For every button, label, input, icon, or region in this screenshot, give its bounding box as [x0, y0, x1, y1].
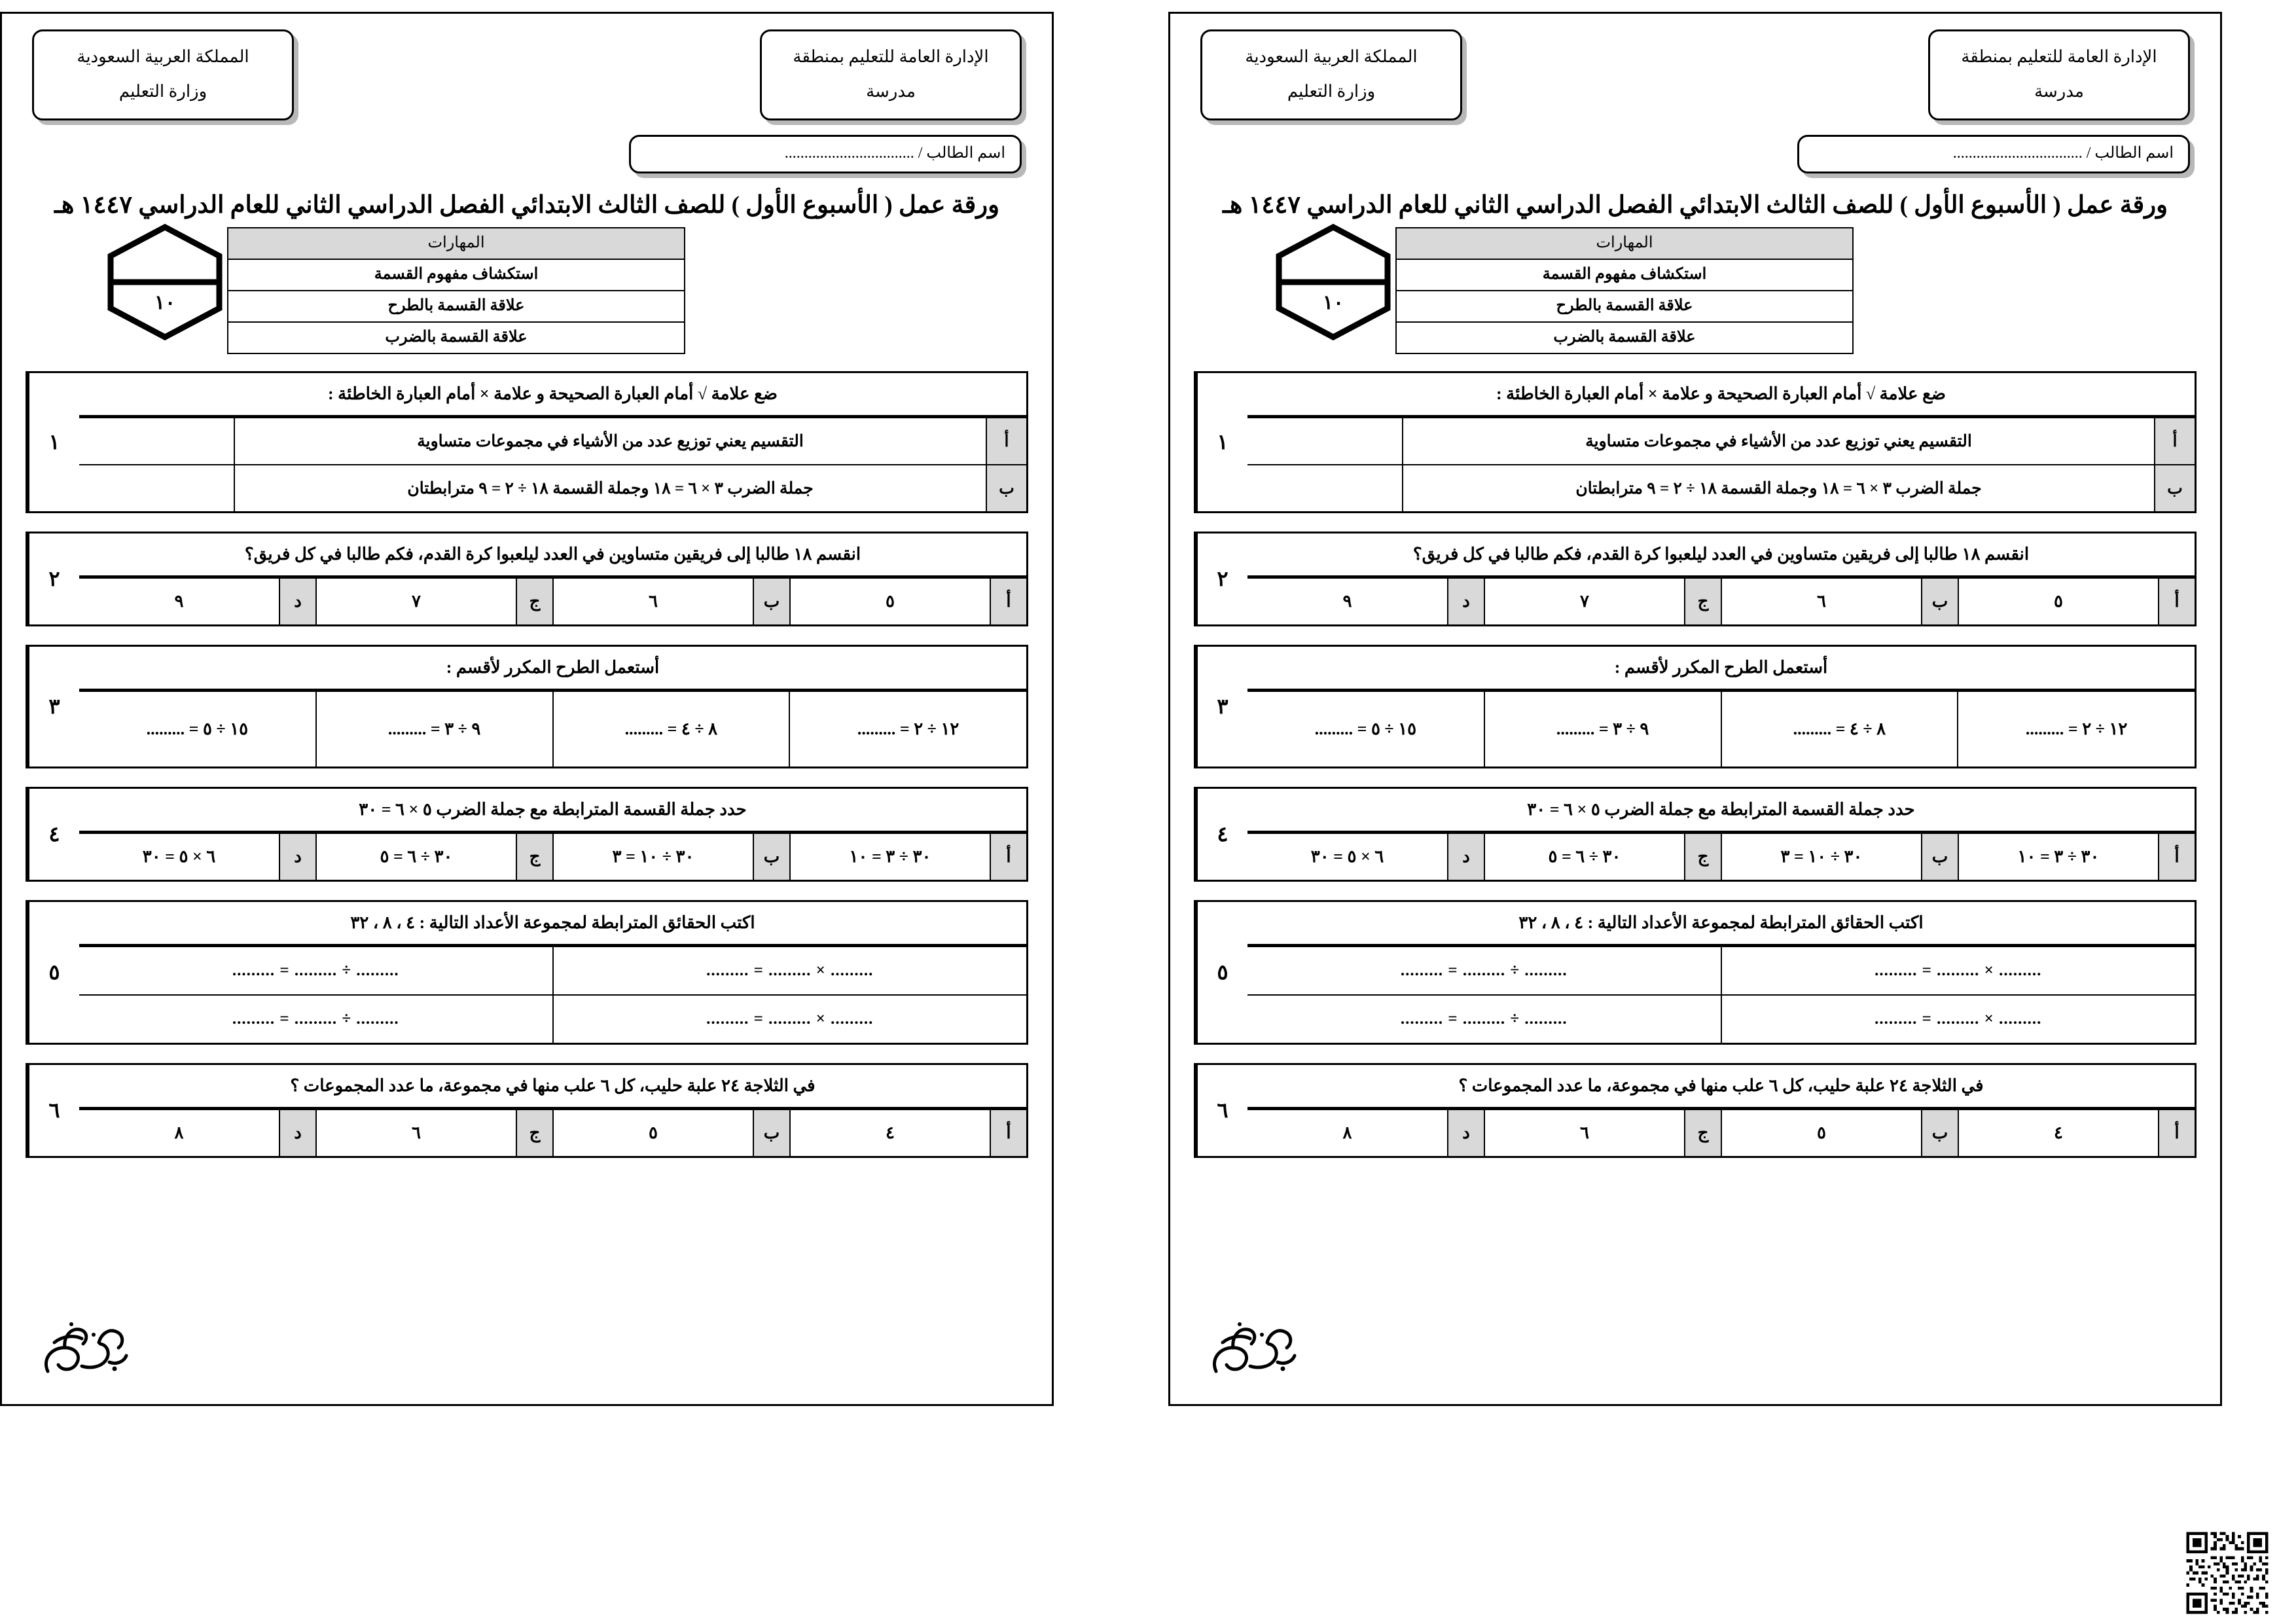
- options-row: [79, 1110, 1026, 1156]
- question-block-٣: [26, 645, 1028, 768]
- option-value-أ[interactable]: ٥: [790, 578, 990, 624]
- header-row: [24, 29, 1030, 120]
- admin-header-line-2: مدرسة: [866, 82, 916, 101]
- fact-cell-2-1[interactable]: ......... × ......... = .........: [553, 995, 1027, 1043]
- option-letter-ب[interactable]: ب: [1922, 1110, 1958, 1156]
- blanks-row: [1247, 691, 2195, 767]
- question-block-٥: [1194, 900, 2197, 1045]
- option-letter-د[interactable]: د: [1448, 1110, 1484, 1156]
- options-table: [1247, 577, 2195, 624]
- fact-cell-1-2[interactable]: ......... ÷ ......... = .........: [1247, 947, 1721, 995]
- option-letter-د[interactable]: د: [279, 833, 316, 880]
- statement-letter: ب: [2155, 465, 2195, 511]
- blank-cell-2[interactable]: ٨ ÷ ٤ = .........: [553, 691, 790, 767]
- question-number: ٢: [1196, 533, 1247, 624]
- option-letter-ب[interactable]: ب: [753, 833, 790, 880]
- kingdom-header-box: [32, 29, 294, 120]
- page-inner: [24, 29, 1030, 1404]
- kingdom-header-line-2: وزارة التعليم: [1287, 82, 1376, 101]
- option-value-ج[interactable]: ٦: [316, 1110, 516, 1156]
- statement-table: [79, 417, 1026, 511]
- skills-table: [227, 227, 685, 354]
- option-letter-ج[interactable]: ج: [516, 1110, 553, 1156]
- skills-row: [228, 322, 685, 353]
- fact-cell-2-2[interactable]: ......... ÷ ......... = .........: [79, 995, 553, 1043]
- option-letter-أ[interactable]: أ: [2159, 1110, 2195, 1156]
- question-block-٢: [1194, 532, 2197, 626]
- admin-header-line-2: مدرسة: [2034, 82, 2084, 101]
- question-number: ١: [1196, 373, 1247, 511]
- question-body: [1247, 789, 2195, 880]
- facts-row: [1247, 947, 2195, 995]
- question-stem: حدد جملة القسمة المترابطة مع جملة الضرب ٥ × ٦ = ٣٠: [1247, 789, 2195, 833]
- option-letter-ج[interactable]: ج: [1685, 1110, 1721, 1156]
- skills-table: [1395, 227, 1854, 354]
- kingdom-header-line-2: وزارة التعليم: [118, 82, 207, 101]
- facts-row: [1247, 995, 2195, 1043]
- statement-row: [1247, 418, 2195, 465]
- question-stem: اكتب الحقائق المترابطة لمجموعة الأعداد التالية : ٤ ، ٨ ، ٣٢: [1247, 902, 2195, 946]
- option-letter-ج[interactable]: ج: [516, 833, 553, 880]
- qr-code: [2183, 1529, 2271, 1617]
- student-name-field[interactable]: اسم الطالب / .................................: [629, 135, 1022, 173]
- option-value-ب[interactable]: ٥: [553, 1110, 753, 1156]
- facts-row: [79, 995, 1026, 1043]
- options-table: [79, 1109, 1026, 1156]
- question-number: ٤: [27, 789, 79, 880]
- blank-cell-3[interactable]: ٩ ÷ ٣ = .........: [316, 691, 553, 767]
- student-name-field[interactable]: اسم الطالب / .................................: [1797, 135, 2190, 173]
- statement-letter: أ: [2155, 418, 2195, 465]
- skills-row: [1396, 322, 1853, 353]
- statement-answer-cell[interactable]: [79, 465, 234, 511]
- decorative-signature-icon: [36, 1308, 134, 1387]
- option-letter-د[interactable]: د: [279, 578, 316, 624]
- question-block-٥: [26, 900, 1028, 1045]
- question-number: ٥: [1196, 902, 1247, 1043]
- kingdom-header-line-1: المملكة العربية السعودية: [1245, 47, 1418, 66]
- score-hexagon-value: ١٠: [154, 291, 176, 314]
- options-row: [1247, 1110, 2195, 1156]
- decorative-signature-icon: [1204, 1308, 1302, 1387]
- option-letter-ج[interactable]: ج: [516, 578, 553, 624]
- option-letter-أ[interactable]: أ: [990, 578, 1026, 624]
- score-hexagon: [1271, 223, 1395, 341]
- blanks-row: [79, 691, 1026, 767]
- statement-letter: ب: [986, 465, 1026, 511]
- page-title: ورقة عمل ( الأسبوع الأول ) للصف الثالث الابتدائي الفصل الدراسي الثاني للعام الدراسي ١٤٤٧ هـ: [1223, 191, 2168, 219]
- kingdom-header-box: [1200, 29, 1462, 120]
- question-block-٦: [26, 1063, 1028, 1158]
- question-stem: أستعمل الطرح المكرر لأقسم :: [1247, 647, 2195, 691]
- question-block-٤: [1194, 787, 2197, 882]
- options-row: [1247, 833, 2195, 880]
- question-body: [79, 902, 1026, 1043]
- facts-row: [79, 947, 1026, 995]
- option-value-ب[interactable]: ٦: [553, 578, 753, 624]
- kingdom-header-line-1: المملكة العربية السعودية: [77, 47, 249, 66]
- option-letter-د[interactable]: د: [1448, 578, 1484, 624]
- skills-row-label: علاقة القسمة بالطرح: [1396, 291, 1853, 322]
- meta-row: [1193, 223, 2198, 354]
- option-value-أ[interactable]: ٣٠ ÷ ٣ = ١٠: [790, 833, 990, 880]
- question-block-٣: [1194, 645, 2197, 768]
- question-number: ٤: [1196, 789, 1247, 880]
- questions-area: [24, 371, 1030, 1158]
- question-stem: ضع علامة √ أمام العبارة الصحيحة و علامة × أمام العبارة الخاطئة :: [79, 373, 1026, 417]
- question-body: [1247, 373, 2195, 511]
- option-value-د[interactable]: ٩: [1247, 578, 1448, 624]
- option-letter-ب[interactable]: ب: [753, 578, 790, 624]
- option-value-ج[interactable]: ٧: [1484, 578, 1685, 624]
- option-value-أ[interactable]: ٤: [1958, 1110, 2159, 1156]
- statement-row: [79, 465, 1026, 511]
- options-row: [1247, 578, 2195, 624]
- admin-header-box: [760, 29, 1022, 120]
- question-body: [79, 373, 1026, 511]
- question-body: [79, 1065, 1026, 1156]
- worksheet-page-1: [0, 12, 1054, 1406]
- option-value-د[interactable]: ٨: [79, 1110, 279, 1156]
- blank-cell-1[interactable]: ١٢ ÷ ٢ = .........: [1958, 691, 2195, 767]
- fact-cell-2-1[interactable]: ......... × ......... = .........: [1721, 995, 2195, 1043]
- facts-table: [79, 946, 1026, 1043]
- question-stem: اكتب الحقائق المترابطة لمجموعة الأعداد التالية : ٤ ، ٨ ، ٣٢: [79, 902, 1026, 946]
- blanks-table: [1247, 691, 2195, 767]
- question-number: ٢: [27, 533, 79, 624]
- admin-header-box: [1928, 29, 2190, 120]
- option-letter-أ[interactable]: أ: [990, 1110, 1026, 1156]
- blanks-table: [79, 691, 1026, 767]
- question-block-١: [26, 371, 1028, 513]
- option-letter-ب[interactable]: ب: [1922, 578, 1958, 624]
- option-letter-د[interactable]: د: [1448, 833, 1484, 880]
- skills-row-label: علاقة القسمة بالضرب: [1396, 322, 1853, 353]
- statement-letter: أ: [986, 418, 1026, 465]
- blank-cell-4[interactable]: ١٥ ÷ ٥ = .........: [79, 691, 316, 767]
- statement-answer-cell[interactable]: [79, 418, 234, 465]
- statement-text: جملة الضرب ٣ × ٦ = ١٨ وجملة القسمة ١٨ ÷ ٢ = ٩ مترابطتان: [1403, 465, 2155, 511]
- fact-cell-1-2[interactable]: ......... ÷ ......... = .........: [79, 947, 553, 995]
- option-value-ب[interactable]: ٣٠ ÷ ١٠ = ٣: [1721, 833, 1922, 880]
- question-body: [79, 647, 1026, 767]
- score-hexagon-value: ١٠: [1322, 291, 1344, 314]
- options-table: [79, 833, 1026, 880]
- question-body: [1247, 533, 2195, 624]
- options-table: [79, 577, 1026, 624]
- skills-table-header: المهارات: [228, 228, 685, 259]
- question-number: ٦: [27, 1065, 79, 1156]
- statement-text: التقسيم يعني توزيع عدد من الأشياء في مجموعات متساوية: [1403, 418, 2155, 465]
- option-letter-أ[interactable]: أ: [2159, 578, 2195, 624]
- statement-answer-cell[interactable]: [1247, 418, 1403, 465]
- admin-header-line-1: الإدارة العامة للتعليم بمنطقة: [793, 47, 989, 66]
- option-letter-د[interactable]: د: [279, 1110, 316, 1156]
- option-letter-ب[interactable]: ب: [1922, 833, 1958, 880]
- skills-row-label: استكشاف مفهوم القسمة: [1396, 259, 1853, 291]
- blank-cell-1[interactable]: ١٢ ÷ ٢ = .........: [789, 691, 1026, 767]
- options-table: [1247, 833, 2195, 880]
- score-hexagon: [103, 223, 227, 341]
- options-row: [79, 578, 1026, 624]
- skills-row: [228, 259, 685, 291]
- question-block-٢: [26, 532, 1028, 626]
- question-number: ٣: [27, 647, 79, 767]
- question-block-١: [1194, 371, 2197, 513]
- admin-header-line-1: الإدارة العامة للتعليم بمنطقة: [1961, 47, 2157, 66]
- blank-cell-2[interactable]: ٨ ÷ ٤ = .........: [1721, 691, 1958, 767]
- option-value-د[interactable]: ٩: [79, 578, 279, 624]
- skills-row: [1396, 291, 1853, 322]
- question-stem: انقسم ١٨ طالبا إلى فريقين متساوين في العدد ليلعبوا كرة القدم، فكم طالبا في كل فريق؟: [79, 533, 1026, 577]
- blank-cell-3[interactable]: ٩ ÷ ٣ = .........: [1484, 691, 1721, 767]
- option-value-أ[interactable]: ٤: [790, 1110, 990, 1156]
- question-body: [1247, 902, 2195, 1043]
- options-row: [79, 833, 1026, 880]
- statement-row: [79, 418, 1026, 465]
- question-block-٤: [26, 787, 1028, 882]
- option-value-د[interactable]: ٦ × ٥ = ٣٠: [79, 833, 279, 880]
- statement-text: التقسيم يعني توزيع عدد من الأشياء في مجموعات متساوية: [234, 418, 986, 465]
- page-inner: [1193, 29, 2198, 1404]
- facts-table: [1247, 946, 2195, 1043]
- skills-row: [228, 291, 685, 322]
- option-letter-ب[interactable]: ب: [753, 1110, 790, 1156]
- option-value-أ[interactable]: ٣٠ ÷ ٣ = ١٠: [1958, 833, 2159, 880]
- option-value-ج[interactable]: ٣٠ ÷ ٦ = ٥: [1484, 833, 1685, 880]
- option-value-د[interactable]: ٨: [1247, 1110, 1448, 1156]
- meta-row: [24, 223, 1030, 354]
- question-number: ٦: [1196, 1065, 1247, 1156]
- header-row: [1193, 29, 2198, 120]
- question-stem: في الثلاجة ٢٤ علبة حليب، كل ٦ علب منها في مجموعة، ما عدد المجموعات ؟: [1247, 1065, 2195, 1109]
- option-value-ج[interactable]: ٦: [1484, 1110, 1685, 1156]
- options-table: [1247, 1109, 2195, 1156]
- statement-answer-cell[interactable]: [1247, 465, 1403, 511]
- option-value-أ[interactable]: ٥: [1958, 578, 2159, 624]
- question-body: [79, 789, 1026, 880]
- option-value-د[interactable]: ٦ × ٥ = ٣٠: [1247, 833, 1448, 880]
- fact-cell-1-1[interactable]: ......... × ......... = .........: [1721, 947, 2195, 995]
- question-stem: ضع علامة √ أمام العبارة الصحيحة و علامة × أمام العبارة الخاطئة :: [1247, 373, 2195, 417]
- statement-table: [1247, 417, 2195, 511]
- option-letter-ج[interactable]: ج: [1685, 833, 1721, 880]
- page-title: ورقة عمل ( الأسبوع الأول ) للصف الثالث الابتدائي الفصل الدراسي الثاني للعام الدراسي ١٤٤٧ هـ: [54, 191, 999, 219]
- blank-cell-4[interactable]: ١٥ ÷ ٥ = .........: [1247, 691, 1484, 767]
- option-letter-أ[interactable]: أ: [2159, 833, 2195, 880]
- option-value-ب[interactable]: ٥: [1721, 1110, 1922, 1156]
- question-number: ٥: [27, 902, 79, 1043]
- question-stem: انقسم ١٨ طالبا إلى فريقين متساوين في العدد ليلعبوا كرة القدم، فكم طالبا في كل فريق؟: [1247, 533, 2195, 577]
- skills-row-label: استكشاف مفهوم القسمة: [228, 259, 685, 291]
- question-block-٦: [1194, 1063, 2197, 1158]
- option-value-ج[interactable]: ٣٠ ÷ ٦ = ٥: [316, 833, 516, 880]
- question-number: ١: [27, 373, 79, 511]
- statement-row: [1247, 465, 2195, 511]
- worksheet-page-2: [1168, 12, 2222, 1406]
- question-stem: في الثلاجة ٢٤ علبة حليب، كل ٦ علب منها في مجموعة، ما عدد المجموعات ؟: [79, 1065, 1026, 1109]
- skills-row: [1396, 259, 1853, 291]
- question-body: [79, 533, 1026, 624]
- statement-text: جملة الضرب ٣ × ٦ = ١٨ وجملة القسمة ١٨ ÷ ٢ = ٩ مترابطتان: [234, 465, 986, 511]
- questions-area: [1193, 371, 2198, 1158]
- fact-cell-2-2[interactable]: ......... ÷ ......... = .........: [1247, 995, 1721, 1043]
- question-number: ٣: [1196, 647, 1247, 767]
- skills-table-header: المهارات: [1396, 228, 1853, 259]
- skills-row-label: علاقة القسمة بالطرح: [228, 291, 685, 322]
- option-value-ب[interactable]: ٣٠ ÷ ١٠ = ٣: [553, 833, 753, 880]
- question-stem: حدد جملة القسمة المترابطة مع جملة الضرب ٥ × ٦ = ٣٠: [79, 789, 1026, 833]
- question-body: [1247, 1065, 2195, 1156]
- option-letter-ج[interactable]: ج: [1685, 578, 1721, 624]
- option-value-ب[interactable]: ٦: [1721, 578, 1922, 624]
- option-value-ج[interactable]: ٧: [316, 578, 516, 624]
- option-letter-أ[interactable]: أ: [990, 833, 1026, 880]
- question-stem: أستعمل الطرح المكرر لأقسم :: [79, 647, 1026, 691]
- question-body: [1247, 647, 2195, 767]
- skills-row-label: علاقة القسمة بالضرب: [228, 322, 685, 353]
- fact-cell-1-1[interactable]: ......... × ......... = .........: [553, 947, 1027, 995]
